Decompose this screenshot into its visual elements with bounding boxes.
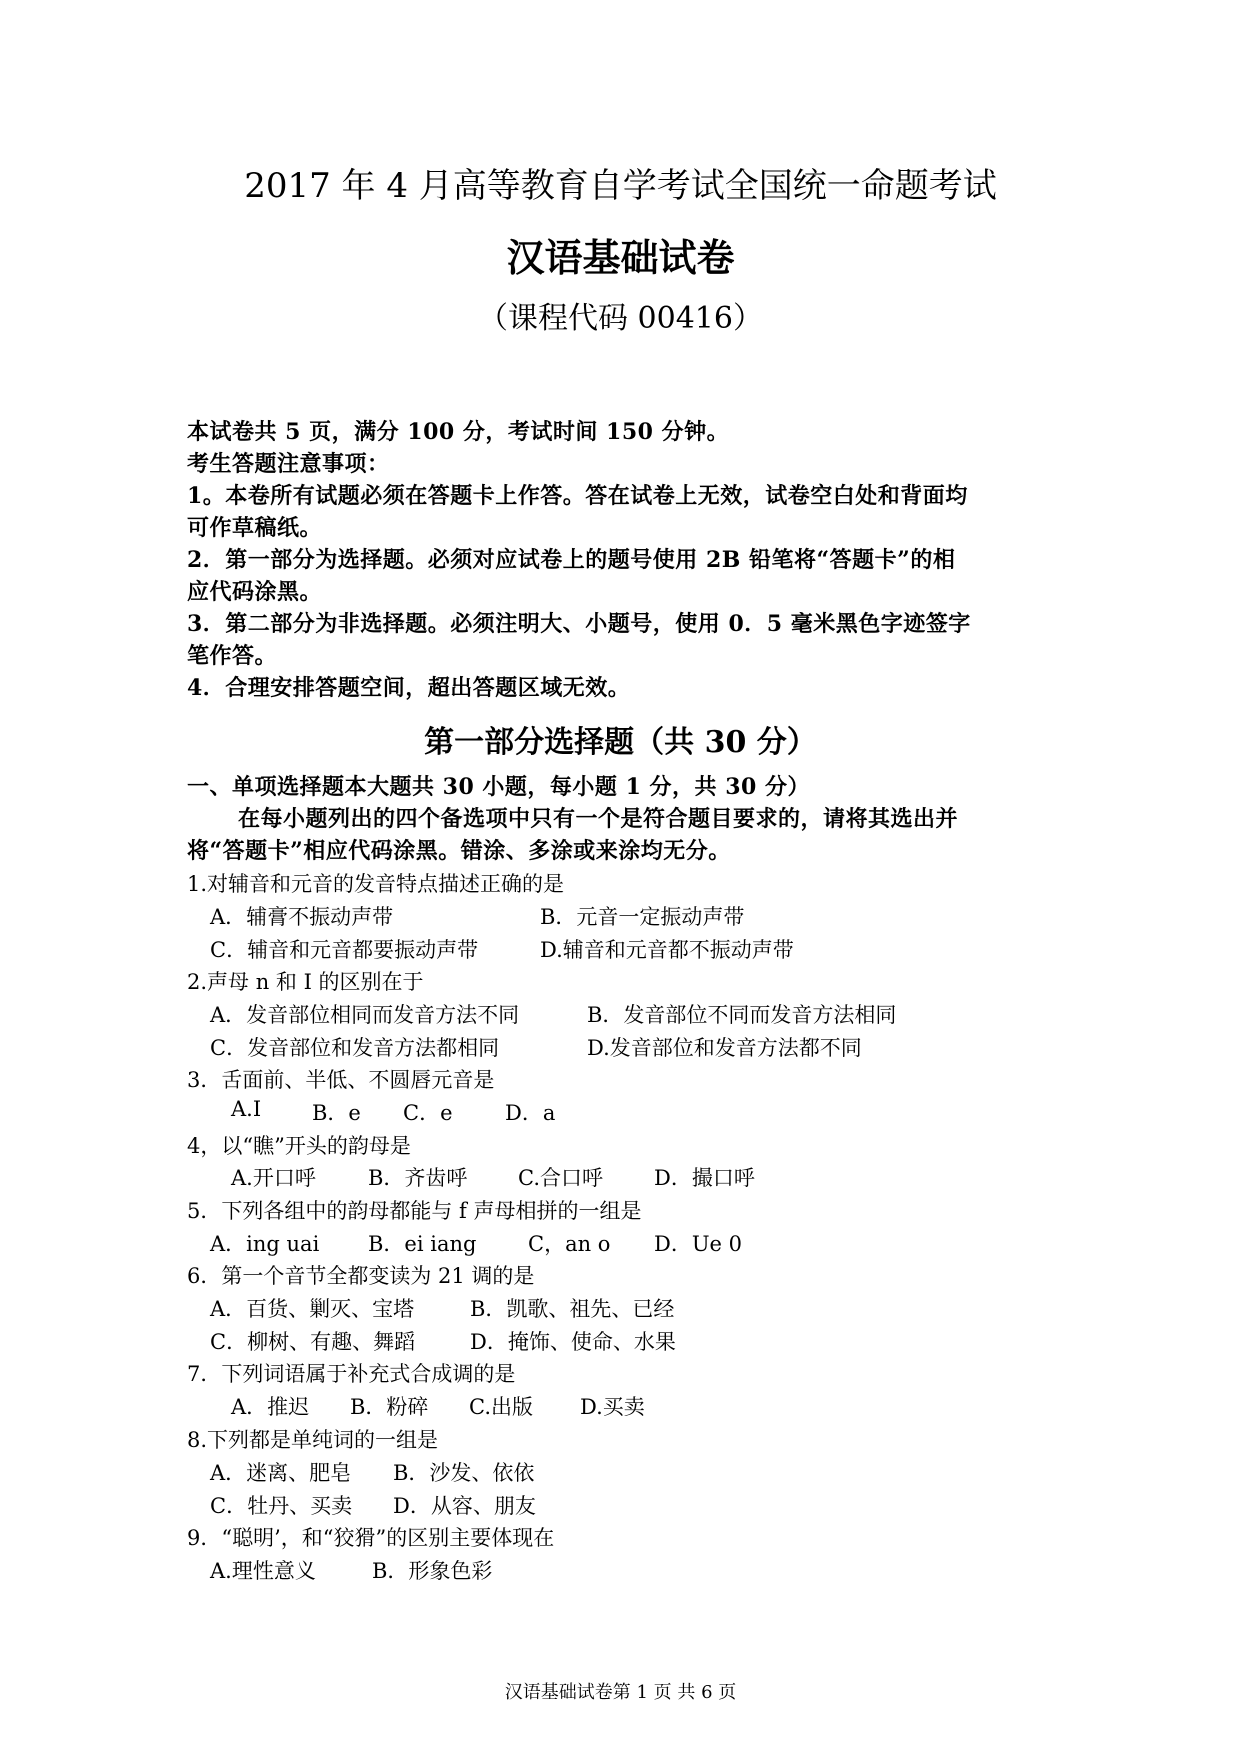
question-option: D．Ue 0 xyxy=(654,1232,742,1256)
question-option: A.I xyxy=(231,1097,262,1121)
question-option: B．凯歌、祖先、已经 xyxy=(470,1297,675,1321)
paper-title: 汉语基础试卷 xyxy=(506,235,735,280)
notice-item: 2．第一部分为选择题。必须对应试卷上的题号使用 2B 铅笔将“答题卡”的相 xyxy=(187,547,956,573)
question-option: D．撮口呼 xyxy=(654,1166,755,1190)
question-stem: 5．下列各组中的韵母都能与 f 声母相拼的一组是 xyxy=(187,1199,642,1223)
exam-header: 2017 年 4 月高等教育自学考试全国统一命题考试 xyxy=(244,166,997,206)
question-option: B．沙发、依依 xyxy=(393,1461,535,1485)
section-subtitle: 一、单项选择题本大题共 30 小题，每小题 1 分，共 30 分） xyxy=(187,774,810,800)
notice-item: 3．第二部分为非选择题。必须注明大、小题号，使用 0．5 毫米黑色字迹签字 xyxy=(187,611,971,637)
question-option: B．元音一定振动声带 xyxy=(540,905,745,929)
question-stem: 4，以“瞧”开头的韵母是 xyxy=(187,1134,411,1158)
question-option: B．齐齿呼 xyxy=(368,1166,468,1190)
question-stem: 8.下列都是单纯词的一组是 xyxy=(187,1428,439,1452)
question-option: A．辅膏不振动声带 xyxy=(210,905,394,929)
question-stem: 3．舌面前、半低、不圆唇元音是 xyxy=(187,1068,495,1092)
question-option: B．e xyxy=(312,1101,361,1125)
question-option: C.合口呼 xyxy=(518,1166,603,1190)
question-option: B．发音部位不同而发音方法相同 xyxy=(587,1003,897,1027)
notice-item: 1。本卷所有试题必须在答题卡上作答。答在试卷上无效，试卷空白处和背面均 xyxy=(187,483,968,509)
question-option: D.辅音和元音都不振动声带 xyxy=(540,938,794,962)
question-option: A.理性意义 xyxy=(210,1559,316,1583)
question-stem: 2.声母 n 和 I 的区别在于 xyxy=(187,970,424,994)
notice-item: 可作草稿纸。 xyxy=(187,515,323,541)
question-option: A．发音部位相同而发音方法不同 xyxy=(210,1003,520,1027)
notice-item: 4．合理安排答题空间，超出答题区域无效。 xyxy=(187,675,631,701)
question-option: D．掩饰、使命、水果 xyxy=(470,1330,676,1354)
question-option: A．百货、剿灭、宝塔 xyxy=(210,1297,415,1321)
question-option: D.发音部位和发音方法都不同 xyxy=(587,1036,862,1060)
question-option: C．e xyxy=(403,1101,453,1125)
question-stem: 1.对辅音和元音的发音特点描述正确的是 xyxy=(187,872,565,896)
question-option: B．ei iang xyxy=(368,1232,477,1256)
question-option: A．迷离、肥皂 xyxy=(210,1461,352,1485)
section-instruction: 在每小题列出的四个备选项中只有一个是符合题目要求的，请将其选出并 xyxy=(238,806,959,832)
section-instruction: 将“答题卡”相应代码涂黑。错涂、多涂或来涂均无分。 xyxy=(187,838,731,864)
question-option: B．形象色彩 xyxy=(372,1559,493,1583)
section-title: 第一部分选择题（共 30 分） xyxy=(424,725,817,760)
question-option: B．粉碎 xyxy=(350,1395,429,1419)
question-option: A．ing uai xyxy=(210,1232,320,1256)
question-stem: 7．下列词语属于补充式合成调的是 xyxy=(187,1362,516,1386)
question-option: D．从容、朋友 xyxy=(393,1494,536,1518)
notice-heading: 考生答题注意事项： xyxy=(187,451,390,477)
question-option: C.出版 xyxy=(469,1395,533,1419)
question-option: C．牡丹、买卖 xyxy=(210,1494,353,1518)
notice-item: 应代码涂黑。 xyxy=(187,579,323,605)
question-option: D.买卖 xyxy=(580,1395,645,1419)
question-option: A．推迟 xyxy=(231,1395,310,1419)
question-option: D．a xyxy=(505,1101,556,1125)
page-footer: 汉语基础试卷第 1 页 共 6 页 xyxy=(504,1682,737,1703)
question-option: A.开口呼 xyxy=(231,1166,316,1190)
question-option: C．发音部位和发音方法都相同 xyxy=(210,1036,500,1060)
notice-item: 笔作答。 xyxy=(187,643,278,669)
question-option: C，an o xyxy=(528,1232,611,1256)
paper-summary: 本试卷共 5 页，满分 100 分，考试时间 150 分钟。 xyxy=(187,419,730,445)
question-option: C．柳树、有趣、舞蹈 xyxy=(210,1330,416,1354)
question-option: C．辅音和元音都要振动声带 xyxy=(210,938,479,962)
question-stem: 9．“聪明’，和“狡猾”的区别主要体现在 xyxy=(187,1526,555,1550)
course-code: （课程代码 00416） xyxy=(478,301,763,336)
question-stem: 6．第一个音节全都变读为 21 调的是 xyxy=(187,1264,535,1288)
